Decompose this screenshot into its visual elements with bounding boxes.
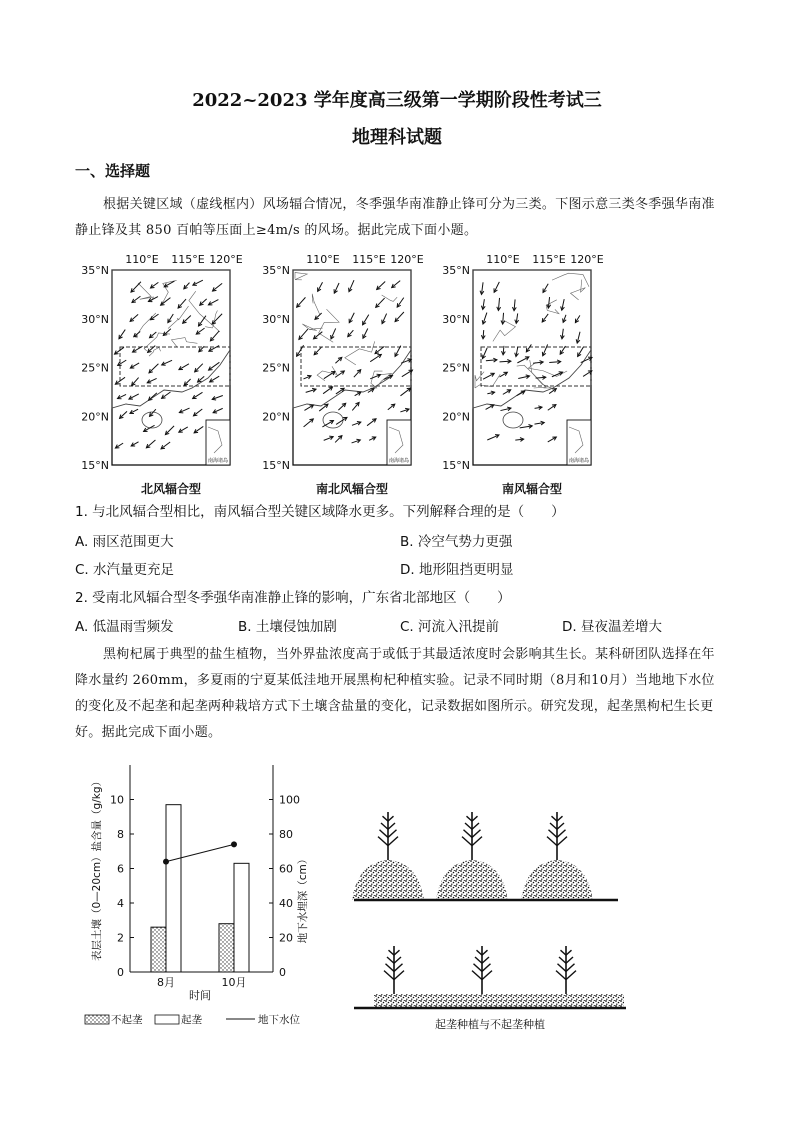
lat-label: 15°N bbox=[81, 459, 109, 472]
plant-branch bbox=[394, 950, 400, 955]
legend-label-no-ridge: 不起垄 bbox=[111, 1014, 143, 1026]
plant-branch bbox=[381, 823, 388, 829]
plant-branch bbox=[482, 971, 492, 980]
ridge-mound bbox=[436, 860, 508, 900]
question-1-option-d[interactable]: D. 地形阻挡更明显 bbox=[400, 562, 514, 578]
bar-no-ridge bbox=[151, 927, 166, 972]
map-caption: 南北风辐合型 bbox=[315, 482, 389, 496]
lon-label: 110°E bbox=[125, 253, 159, 266]
passage-2 bbox=[75, 642, 725, 746]
legend-swatch-no-ridge bbox=[85, 1015, 109, 1024]
plant-branch bbox=[556, 971, 566, 980]
legend-label-ridge: 起垄 bbox=[181, 1014, 202, 1026]
question-2-option-c[interactable]: C. 河流入汛提前 bbox=[400, 619, 500, 635]
right-tick-label: 100 bbox=[279, 793, 300, 807]
plant-branch bbox=[547, 837, 557, 846]
plant-branch bbox=[561, 950, 567, 955]
plant-branch bbox=[550, 823, 557, 829]
inset-label: 南海诸岛 bbox=[207, 458, 229, 464]
plant-branch bbox=[386, 964, 395, 972]
plant-branch bbox=[464, 830, 473, 838]
left-tick-label: 4 bbox=[117, 897, 124, 910]
left-tick-label: 2 bbox=[117, 931, 124, 945]
x-tick-label: 10月 bbox=[221, 976, 247, 989]
plant-branch bbox=[378, 837, 388, 846]
y-axis-label-right: 地下水埋深（cm） bbox=[297, 853, 309, 944]
plant-branch bbox=[388, 823, 395, 829]
plant-branch bbox=[472, 971, 482, 980]
plant-branch bbox=[388, 830, 397, 838]
plant-branch bbox=[482, 964, 491, 972]
left-tick-label: 8 bbox=[117, 828, 124, 841]
y-axis-label: 表层土壤（0—20cm）盐含量（g/kg） bbox=[91, 776, 103, 961]
exam-title: 2022~2023 学年度高三级第一学期阶段性考试三 bbox=[192, 90, 602, 111]
wind-maps-svg bbox=[75, 250, 725, 500]
plant-branch bbox=[388, 837, 398, 846]
salt-chart-svg bbox=[80, 755, 325, 1040]
ridge-mound bbox=[352, 860, 424, 900]
right-tick-label: 60 bbox=[279, 862, 293, 876]
x-tick-label: 8月 bbox=[157, 976, 175, 989]
question-1-stem: 1. 与北风辐合型相比，南风辐合型关键区域降水更多。下列解释合理的是（ ） bbox=[75, 504, 565, 520]
lat-label: 30°N bbox=[81, 312, 109, 326]
right-tick-label: 80 bbox=[279, 828, 293, 841]
lon-label: 115°E bbox=[532, 253, 566, 266]
plant-branch bbox=[557, 837, 567, 846]
plant-branch bbox=[383, 816, 389, 821]
x-axis-label: 时间 bbox=[189, 989, 211, 1002]
flat-soil-layer bbox=[374, 994, 624, 1008]
plant-branch bbox=[389, 950, 395, 955]
salt-chart bbox=[80, 755, 325, 1040]
lat-label: 20°N bbox=[262, 410, 290, 424]
plant-branch bbox=[465, 823, 472, 829]
ridge-mound bbox=[521, 860, 593, 900]
flat-plant bbox=[556, 946, 576, 994]
plant-branch bbox=[557, 816, 563, 821]
plant-branch bbox=[472, 837, 482, 846]
question-2-option-b[interactable]: B. 土壤侵蚀加剧 bbox=[238, 619, 337, 635]
lon-label: 120°E bbox=[390, 253, 424, 266]
plant-branch bbox=[549, 830, 558, 838]
plant-branch bbox=[566, 971, 576, 980]
plant-branch bbox=[472, 816, 478, 821]
plant-branch bbox=[380, 830, 389, 838]
lat-label: 30°N bbox=[442, 312, 470, 326]
plant-branch bbox=[552, 816, 558, 821]
lat-label: 20°N bbox=[81, 410, 109, 424]
ridge-plant bbox=[547, 812, 567, 860]
lat-label: 15°N bbox=[262, 459, 290, 472]
lat-label: 15°N bbox=[442, 459, 470, 472]
plant-branch bbox=[566, 950, 572, 955]
groundwater-point bbox=[231, 841, 237, 847]
section-heading: 一、选择题 bbox=[75, 162, 151, 180]
question-2-option-d[interactable]: D. 昼夜温差增大 bbox=[562, 619, 662, 635]
plant-branch bbox=[477, 950, 483, 955]
question-1-option-b[interactable]: B. 冷空气势力更强 bbox=[400, 534, 513, 550]
wind-maps bbox=[75, 250, 725, 500]
plant-branch bbox=[472, 823, 479, 829]
right-tick-label: 0 bbox=[279, 966, 286, 979]
question-1-option-c[interactable]: C. 水汽量更充足 bbox=[75, 562, 175, 578]
plant-branch bbox=[566, 957, 573, 963]
inset-label: 南海诸岛 bbox=[568, 458, 590, 464]
right-tick-label: 20 bbox=[279, 931, 293, 945]
passage-1 bbox=[75, 192, 725, 244]
groundwater-point bbox=[163, 859, 169, 865]
wind-map-3 bbox=[442, 253, 604, 496]
lat-label: 25°N bbox=[262, 361, 290, 375]
ridge-diagram bbox=[350, 800, 630, 1035]
question-2-option-a[interactable]: A. 低温雨雪频发 bbox=[75, 619, 174, 635]
wind-map-2 bbox=[262, 253, 424, 496]
plant-branch bbox=[394, 964, 403, 972]
question-2-stem: 2. 受南北风辐合型冬季强华南准静止锋的影响，广东省北部地区（ ） bbox=[75, 590, 511, 606]
lon-label: 115°E bbox=[352, 253, 386, 266]
lat-label: 30°N bbox=[262, 312, 290, 326]
plant-branch bbox=[467, 816, 473, 821]
bar-ridge bbox=[234, 863, 249, 972]
plant-branch bbox=[388, 816, 394, 821]
plant-branch bbox=[566, 964, 575, 972]
inset-label: 南海诸岛 bbox=[388, 458, 410, 464]
left-tick-label: 0 bbox=[117, 966, 124, 979]
legend-label-groundwater: 地下水位 bbox=[258, 1014, 300, 1026]
flat-plant bbox=[384, 946, 404, 994]
plant-branch bbox=[472, 830, 481, 838]
plant-branch bbox=[387, 957, 394, 963]
lon-label: 110°E bbox=[486, 253, 520, 266]
lon-label: 115°E bbox=[171, 253, 205, 266]
lon-label: 120°E bbox=[570, 253, 604, 266]
right-tick-label: 40 bbox=[279, 897, 293, 910]
plant-branch bbox=[462, 837, 472, 846]
lat-label: 35°N bbox=[262, 264, 290, 277]
lon-label: 110°E bbox=[306, 253, 340, 266]
plant-branch bbox=[474, 964, 483, 972]
lat-label: 35°N bbox=[81, 264, 109, 277]
left-tick-label: 10 bbox=[110, 793, 124, 807]
plant-branch bbox=[394, 971, 404, 980]
plant-branch bbox=[558, 964, 567, 972]
plant-branch bbox=[394, 957, 401, 963]
plant-branch bbox=[557, 830, 566, 838]
exam-subtitle: 地理科试题 bbox=[352, 127, 442, 148]
flat-plant bbox=[472, 946, 492, 994]
bar-no-ridge bbox=[219, 924, 234, 972]
plant-branch bbox=[475, 957, 482, 963]
plant-branch bbox=[557, 823, 564, 829]
plant-branch bbox=[559, 957, 566, 963]
map-caption: 北风辐合型 bbox=[140, 482, 202, 496]
lat-label: 20°N bbox=[442, 410, 470, 424]
ridge-plant bbox=[378, 812, 398, 860]
plant-branch bbox=[482, 950, 488, 955]
bar-ridge bbox=[166, 805, 181, 972]
legend-swatch-ridge bbox=[155, 1015, 179, 1024]
lat-label: 25°N bbox=[442, 361, 470, 375]
wind-map-1 bbox=[81, 253, 243, 496]
plant-branch bbox=[482, 957, 489, 963]
passage-1-text: 根据关键区域（虚线框内）风场辐合情况，冬季强华南准静止锋可分为三类。下图示意三类冬季强华南准静止锋及其 850 百帕等压面上≥4m/s 的风场。据此完成下面小题。 bbox=[75, 197, 715, 238]
plant-branch bbox=[384, 971, 394, 980]
ridge-plant bbox=[462, 812, 482, 860]
left-tick-label: 6 bbox=[117, 862, 124, 876]
passage-2-text: 黑枸杞属于典型的盐生植物，当外界盐浓度高于或低于其最适浓度时会影响其生长。某科研团队选择在年降水量约 260mm，多夏雨的宁夏某低洼地开展黑枸杞种植实验。记录不同时期（8月和10月）当地地下水位的变化及不起垄和起垄两种栽培方式下土壤含盐量的变化，记录数据如图所示。研究发现，起垄黑枸杞生长更好。据此完成下面小题。 bbox=[75, 647, 715, 740]
ridge-diagram-svg bbox=[350, 800, 630, 1035]
lat-label: 35°N bbox=[442, 264, 470, 277]
lon-label: 120°E bbox=[209, 253, 243, 266]
lat-label: 25°N bbox=[81, 361, 109, 375]
map-caption: 南风辐合型 bbox=[501, 482, 563, 496]
question-1-option-a[interactable]: A. 雨区范围更大 bbox=[75, 534, 174, 550]
ridge-diagram-caption: 起垄种植与不起垄种植 bbox=[435, 1018, 545, 1031]
